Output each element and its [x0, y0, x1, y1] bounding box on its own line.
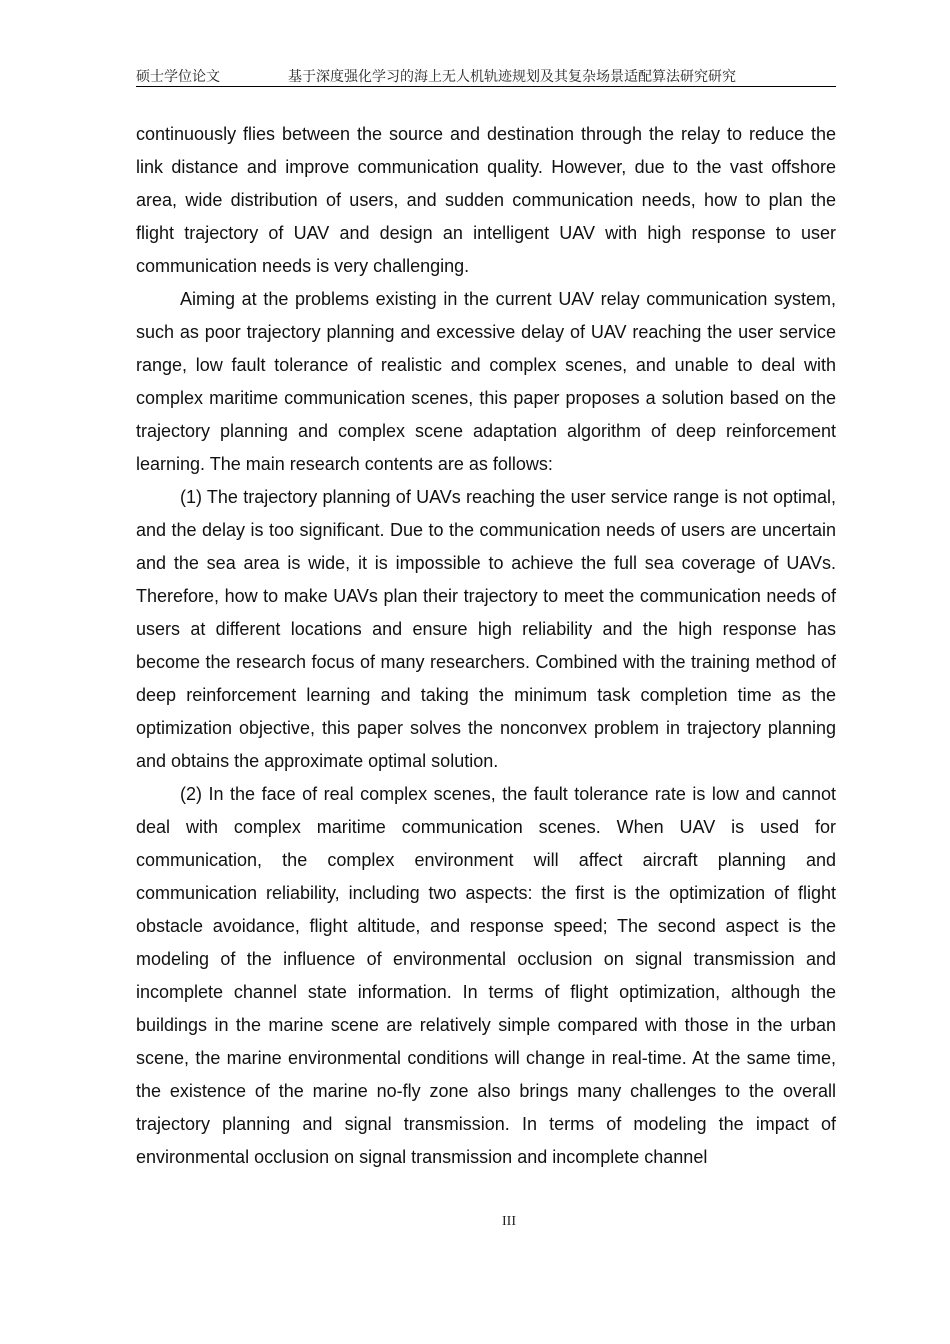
- header-thesis-title: 基于深度强化学习的海上无人机轨迹规划及其复杂场景适配算法研究研究: [288, 69, 736, 85]
- header-degree-label: 硕士学位论文: [136, 69, 220, 85]
- paragraph-problem-statement: Aiming at the problems existing in the current UAV relay communication system, such as poor trajectory planning and excessive delay of UAV reaching the user service range, low fault tolerance of realistic and complex scenes, and unable to deal with complex maritime communication scenes, this paper proposes a solution based on the trajectory planning and complex scene adaptation algorithm of deep reinforcement learning. The main research contents are as follows:: [136, 289, 836, 474]
- running-header: [136, 66, 836, 86]
- header-rule: [136, 86, 836, 87]
- paragraph-research-content-2: (2) In the face of real complex scenes, the fault tolerance rate is low and cannot deal with complex maritime communication scenes. When UAV is used for communication, the complex environment will affect aircraft planning and communication reliability, including two aspects: the first is the optimization of flight obstacle avoidance, flight altitude, and response speed; The second aspect is the modeling of the influence of environmental occlusion on signal transmission and incomplete channel state information. In terms of flight optimization, although the buildings in the marine scene are relatively simple compared with those in the urban scene, the marine environmental conditions will change in real-time. At the same time, the existence of the marine no-fly zone also brings many challenges to the overall trajectory planning and signal transmission. In terms of modeling the impact of environmental occlusion on signal transmission and incomplete channel: [136, 784, 836, 1167]
- paragraph-research-content-1: (1) The trajectory planning of UAVs reaching the user service range is not optimal, and the delay is too significant. Due to the communication needs of users are uncertain and the sea area is wide, it is impossible to achieve the full sea coverage of UAVs. Therefore, how to make UAVs plan their trajectory to meet the communication needs of users at different locations and ensure high reliability and the high response has become the research focus of many researchers. Combined with the training method of deep reinforcement learning and taking the minimum task completion time as the optimization objective, this paper solves the nonconvex problem in trajectory planning and obtains the approximate optimal solution.: [136, 487, 836, 771]
- page-number: III: [502, 1214, 516, 1229]
- paragraph-continuation: continuously flies between the source and destination through the relay to reduce the link distance and improve communication quality. However, due to the vast offshore area, wide distribution of users, and sudden communication needs, how to plan the flight trajectory of UAV and design an intelligent UAV with high response to user communication needs is very challenging.: [136, 124, 836, 276]
- body-text: [136, 118, 836, 1174]
